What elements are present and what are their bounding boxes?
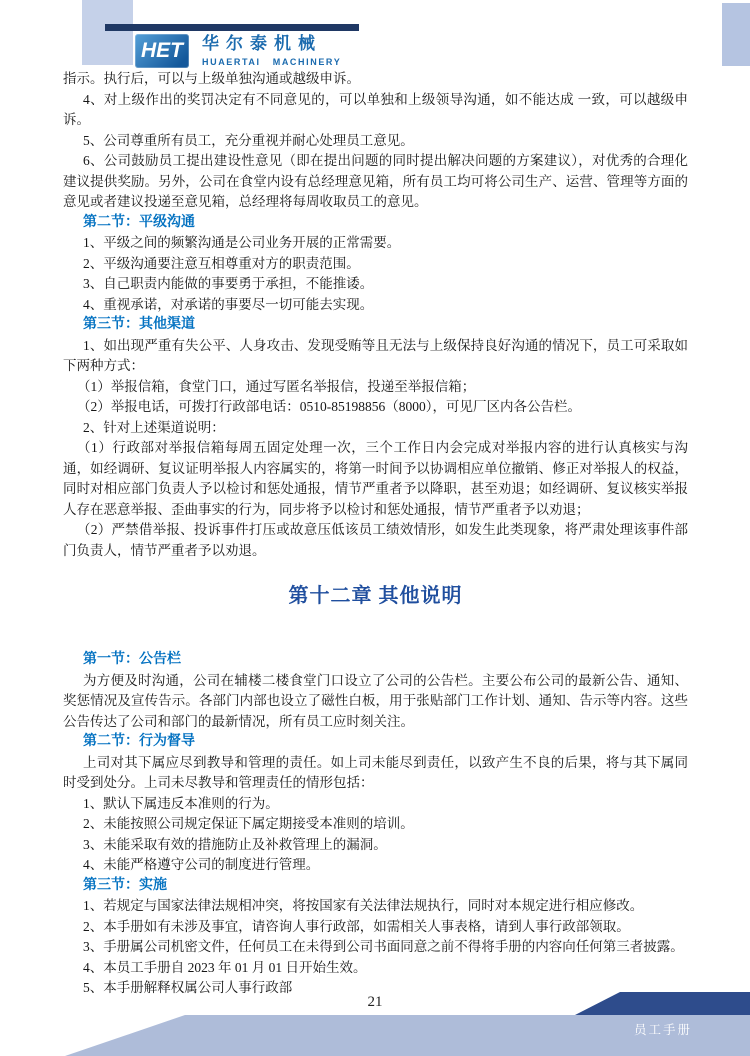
logo-het-icon <box>135 34 189 68</box>
paragraph: （1）行政部对举报信箱每周五固定处理一次，三个工作日内会完成对举报内容的进行认真核实与沟通，如经调研、复议证明举报人内容属实的，将第一时间予以协调相应单位撤销、修正对举报人的权益，同时对相应部门负责人予以检讨和惩处通报，情节严重者予以降职，甚至劝退；如经调研、复议核实举报人存在恶意举报、歪曲事实的行为，同步将予以检讨和惩处通报，情节严重者予以劝退； <box>63 440 688 517</box>
paragraph: 2、平级沟通要注意互相尊重对方的职责范围。 <box>83 255 360 271</box>
section-heading: 第二节：平级沟通 <box>83 214 195 230</box>
document-body <box>63 69 688 999</box>
section-heading: 第三节：其他渠道 <box>83 317 195 332</box>
paragraph: 5、本手册解释权属公司人事行政部 <box>83 980 293 995</box>
paragraph: 1、平级之间的频繁沟通是公司业务开展的正常需要。 <box>83 235 401 250</box>
paragraph: 1、如出现严重有失公平、人身攻击、发现受贿等且无法与上级保持良好沟通的情况下，员工可采取如下两种方式： <box>63 337 688 373</box>
paragraph: 2、未能按照公司规定保证下属定期接受本准则的培训。 <box>83 816 414 831</box>
section-heading: 第二节：行为督导 <box>83 734 195 749</box>
paragraph: 3、手册属公司机密文件，任何员工在未得到公司书面同意之前不得将手册的内容向任何第三者披露。 <box>83 939 684 954</box>
paragraph: （2）举报电话，可拨打行政部电话：0510-85198856（8000），可见厂区内各公告栏。 <box>77 399 581 414</box>
paragraph: 2、本手册如有未涉及事宜，请咨询人事行政部，如需相关人事表格，请到人事行政部领取。 <box>83 918 630 934</box>
header-deco-left-rect <box>82 0 133 65</box>
paragraph: 上司对其下属应尽到教导和管理的责任。如上司未能尽到责任，以致产生不良的后果，将与其下属同时受到处分。上司未尽教导和管理责任的情形包括： <box>63 754 688 790</box>
paragraph: 3、未能采取有效的措施防止及补救管理上的漏洞。 <box>83 836 387 852</box>
paragraph: 5、公司尊重所有员工，充分重视并耐心处理员工意见。 <box>83 132 414 148</box>
paragraph: （2）严禁借举报、投诉事件打压或故意压低该员工绩效情形，如发生此类现象，将严肃处理该事件部门负责人，情节严重者予以劝退。 <box>63 522 688 558</box>
paragraph: 2、针对上述渠道说明： <box>83 419 225 435</box>
paragraph: （1）举报信箱，食堂门口，通过写匿名举报信，投递至举报信箱； <box>77 378 476 394</box>
section-a <box>63 69 688 561</box>
paragraph: 指示。执行后，可以与上级单独沟通或越级申诉。 <box>63 71 360 86</box>
company-name-block <box>202 35 341 67</box>
paragraph: 4、本员工手册自 2023 年 01 月 01 日开始生效。 <box>83 959 367 975</box>
company-logo <box>135 34 341 68</box>
paragraph: 4、重视承诺，对承诺的事要尽一切可能去实现。 <box>83 296 374 312</box>
paragraph: 4、对上级作出的奖罚决定有不同意见的，可以单独和上级领导沟通，如不能达成 一致，可以越级申诉。 <box>63 91 688 127</box>
paragraph: 3、自己职责内能做的事要勇于承担，不能推诿。 <box>83 276 374 291</box>
paragraph: 4、未能严格遵守公司的制度进行管理。 <box>83 857 320 872</box>
paragraph: 6、公司鼓励员工提出建设性意见（即在提出问题的同时提出解决问题的方案建议），对优秀的合理化建议提供奖励。另外，公司在食堂内设有总经理意见箱，所有员工均可将公司生产、运营、管理等方面的意见或者建议投递至意见箱，总经理将每周收取员工的意见。 <box>63 153 688 209</box>
logo-acronym: HET <box>141 39 183 62</box>
paragraph: 1、默认下属违反本准则的行为。 <box>83 795 279 811</box>
paragraph: 1、若规定与国家法律法规相冲突，将按国家有关法律法规执行，同时对本规定进行相应修改。 <box>83 898 644 913</box>
section-b <box>63 650 688 999</box>
company-name-en: HUAERTAI MACHINERY <box>202 57 342 67</box>
chapter-title: 第十二章 其他说明 <box>288 585 463 607</box>
header-rule-bar <box>105 24 359 31</box>
company-name-cn: 华尔泰机械 <box>202 34 322 53</box>
footer-handbook-label: 员工手册 <box>633 1023 692 1037</box>
section-heading: 第三节：实施 <box>83 877 167 893</box>
paragraph: 为方便及时沟通，公司在辅楼二楼食堂门口设立了公司的公告栏。主要公布公司的最新公告、通知、奖惩情况及宣传告示。各部门内部也设立了磁性白板，用于张贴部门工作计划、通知、告示等内容。这些公告传达了公司和部门的最新情况，所有员工应时刻关注。 <box>63 672 688 729</box>
page-number: 21 <box>367 994 383 1010</box>
header-deco-right-rect <box>722 3 750 66</box>
section-heading: 第一节：公告栏 <box>83 652 181 667</box>
